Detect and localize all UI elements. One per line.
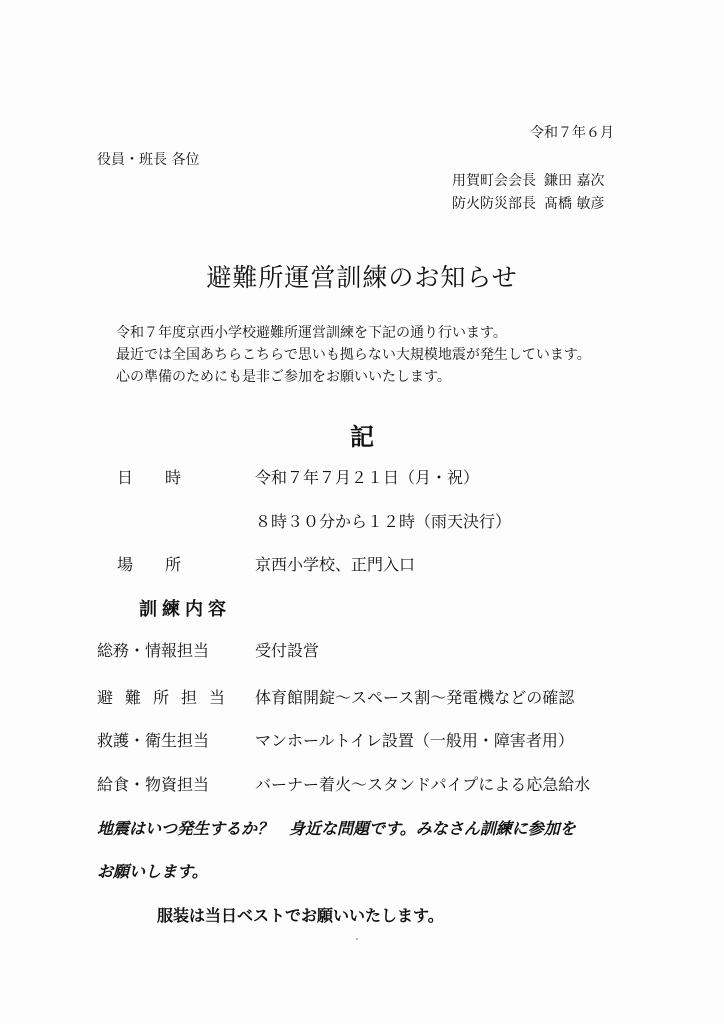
task-value-rescue: マンホールトイレ設置（一般用・障害者用） [255,731,574,750]
sender-chairman [452,170,604,190]
task-label-shelter [97,685,225,708]
training-content-heading: 訓練内容 [139,599,231,620]
task-label-char: 担 [180,688,197,707]
place-label-char: 所 [164,555,181,574]
task-value-shelter: 体育館開錠～スペース割～発電機などの確認 [255,688,575,707]
intro-line: 心の準備のためにも是非ご参加をお願いいたします。 [116,369,451,385]
place-label-char: 場 [117,555,134,574]
task-label-rescue: 救護・衛生担当 [97,731,210,750]
intro-line: 令和７年度京西小学校避難所運営訓練を下記の通り行います。 [116,325,507,341]
task-label-char: 当 [208,688,225,707]
task-label-char: 難 [124,688,141,707]
task-value-supplies: バーナー着火～スタンドパイプによる応急給水 [255,775,591,794]
intro-line: 最近では全国あちらこちらで思いも拠らない大規模地震が発生しています。 [116,347,591,363]
document-title: 避難所運営訓練のお知らせ [206,263,518,292]
intro-paragraph [116,322,591,388]
place-label [117,552,181,575]
task-value-general: 受付設営 [255,641,320,660]
datetime-label-char: 時 [164,468,181,487]
sender-role: 用賀町会会長 [452,173,536,189]
datetime-value-date: 令和７年７月２１日（月・祝） [255,468,480,487]
sender-name: 鎌田 嘉次 [544,173,605,189]
notice-line-2: お願いします。 [97,862,208,881]
task-label-char: 避 [97,688,114,707]
place-value: 京西小学校、正門入口 [255,555,416,574]
scan-speck [356,938,358,940]
datetime-value-time: ８時３０分から１２時（雨天決行） [255,512,512,531]
task-label-general: 総務・情報担当 [97,641,210,660]
dress-code: 服装は当日ベストでお願いいたします。 [157,906,444,925]
datetime-label-char: 日 [117,468,134,487]
sender-role: 防火防災部長 [452,196,536,212]
datetime-label [117,465,181,488]
recipients: 役員・班長 各位 [97,152,200,168]
task-label-char: 所 [152,688,169,707]
issue-date: 令和７年６月 [530,125,614,141]
sender-disaster-head [452,193,604,213]
sender-name: 髙橋 敏彦 [544,196,605,212]
notice-line-1: 地震はいつ発生するか？ 身近な問題です。みなさん訓練に参加を [97,819,576,838]
ki-heading: 記 [350,422,374,451]
task-label-supplies: 給食・物資担当 [97,775,210,794]
